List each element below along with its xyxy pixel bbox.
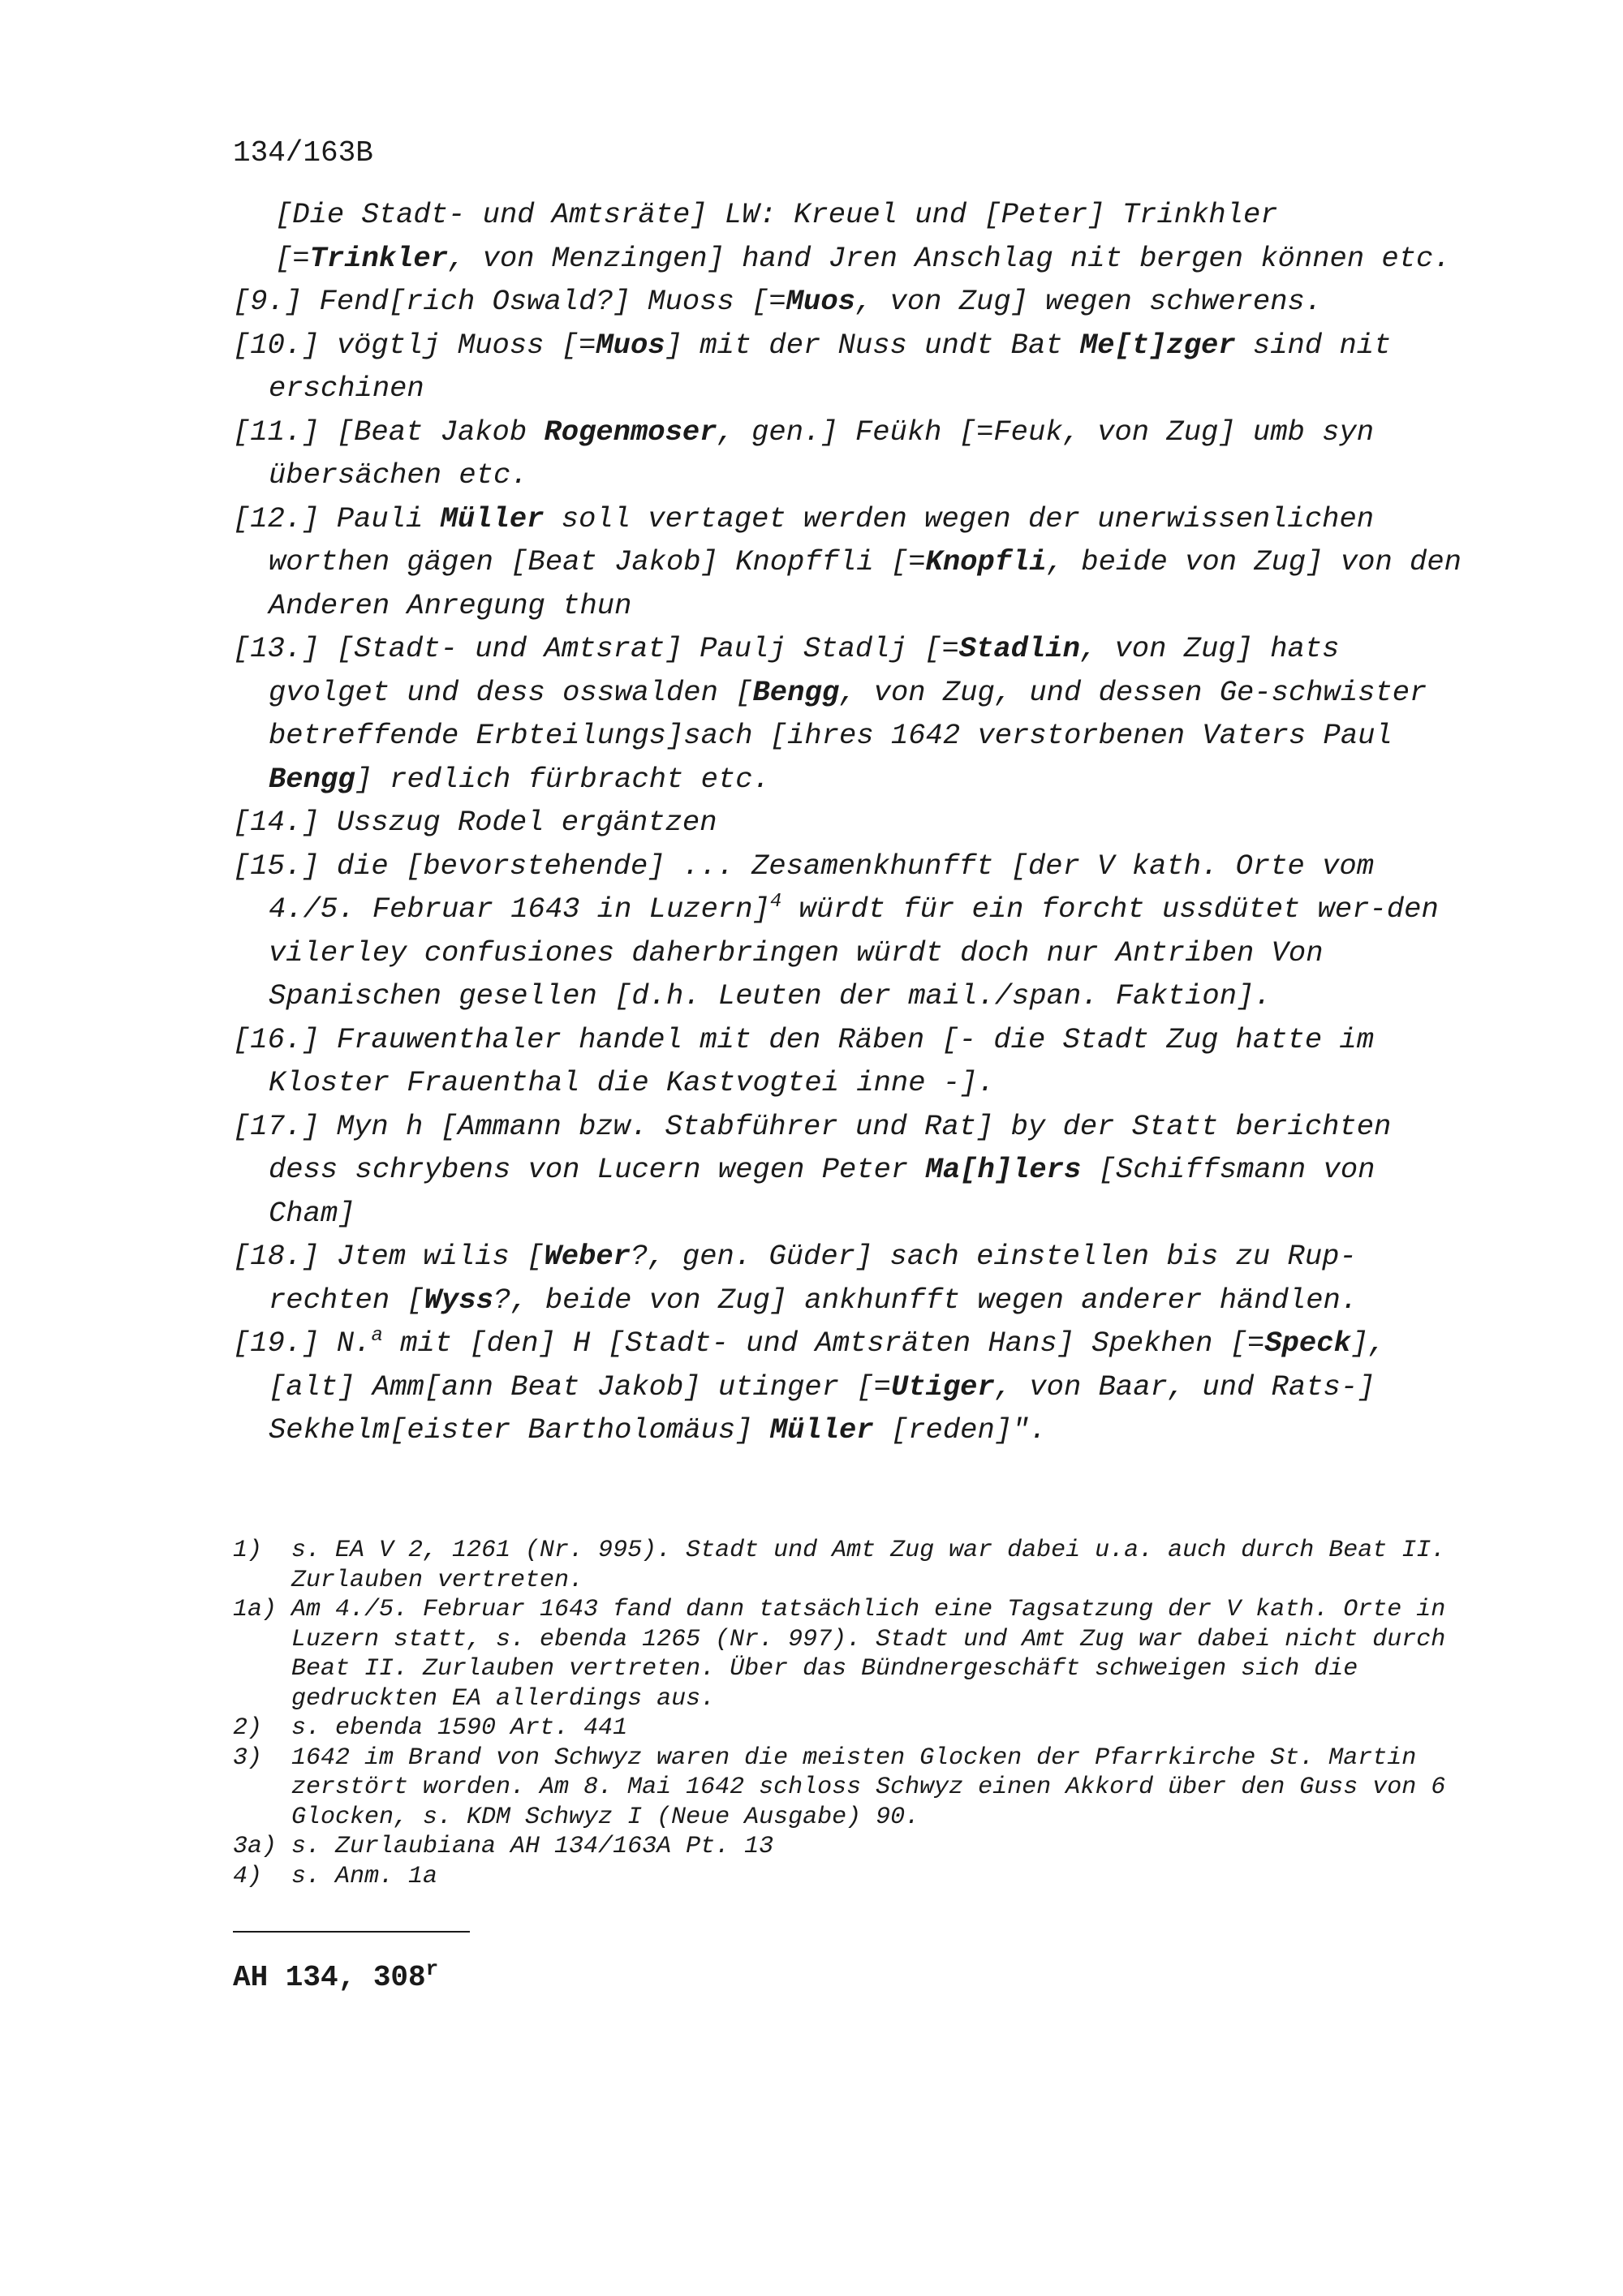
entry-text: [14.] Usszug Rodel ergäntzen — [233, 806, 717, 839]
entry-text: [19.] N. — [233, 1326, 372, 1360]
entry-text: [16.] Frauwenthaler handel mit den Räben [- die Stadt Zug hatte im Kloster Frauenthal die Kastvogtei inne -]. — [233, 1022, 1392, 1099]
entry-text: ?, gen. Güder] sach einstellen bis zu Rup-rechten [ — [269, 1240, 1357, 1317]
entry-text: [17.] Myn h [Ammann bzw. Stabführer und Rat] by der Statt berichten dess schrybens von Lucern wegen Peter — [233, 1109, 1409, 1186]
entry-name-bold: Muos — [596, 328, 665, 362]
entry-text: ?, beide von Zug] ankhunfft wegen anderer händlen. — [493, 1283, 1358, 1317]
entry-text: , von Menzingen] hand Jren Anschlag nit bergen können etc. — [448, 241, 1451, 275]
entry-name-bold: Rogenmoser — [544, 415, 717, 449]
entry-text: , beide von Zug] von den Anderen Anregung thun — [269, 545, 1479, 622]
entry-text: ] mit der Nuss undt Bat — [665, 328, 1080, 362]
entry-name-bold: Ma[h]lers — [925, 1153, 1082, 1186]
entry-16 — [233, 1018, 1466, 1105]
entry-text: [Die Stadt- und Amtsräte] LW: Kreuel und [Peter] Trinkhler [= — [275, 198, 1295, 275]
entry-superscript: 4 — [769, 891, 782, 914]
entry-text: , von Zug] wegen schwerens. — [855, 285, 1323, 318]
entry-17 — [233, 1105, 1466, 1236]
footnote-mark: 3) — [233, 1743, 263, 1772]
entry-name-bold: Müller — [769, 1413, 874, 1447]
entry-name-bold: Stadlin — [958, 632, 1080, 665]
archive-signature-text: AH 134, 308 — [233, 1961, 426, 1994]
entry-text: [13.] [Stadt- und Amtsrat] Paulj Stadlj [= — [233, 632, 959, 665]
entry-list — [233, 193, 1479, 1452]
footnote — [233, 1862, 1499, 1892]
footnote — [233, 1536, 1499, 1595]
footnote-text: s. EA V 2, 1261 (Nr. 995). Stadt und Amt Zug war dabei u.a. auch durch Beat II. Zurlauben vertreten. — [291, 1537, 1461, 1594]
entry-text: würdt für ein forcht ussdütet wer-den vilerley confusiones daherbringen würdt doch nur Antriben Von Spanischen gesellen [d.h. Leuten der mail./span. Faktion]. — [269, 892, 1457, 1013]
page-identifier: 134/163B — [233, 136, 373, 170]
entry-name-bold: Bengg — [752, 675, 840, 709]
footnote — [233, 1832, 1499, 1862]
entry-text: , von Zug] hats gvolget und dess osswalden [ — [269, 632, 1357, 709]
entry-text: sind nit erschinen — [269, 328, 1409, 405]
entry-text: mit [den] H [Stadt- und Amtsräten Hans] Spekhen [= — [382, 1326, 1265, 1360]
footnote-mark: 1a) — [233, 1596, 278, 1623]
footnote-text: s. Anm. 1a — [291, 1862, 438, 1890]
archive-signature-folio-side: r — [425, 1957, 439, 1981]
entry-text: soll vertaget werden wegen der unerwissenlichen worthen gägen [Beat Jakob] Knopffli [= — [269, 501, 1392, 578]
footnote-text: s. Zurlaubiana AH 134/163A Pt. 13 — [291, 1833, 774, 1860]
entry-name-bold: Trinkler — [309, 241, 449, 275]
footnote-text: Am 4./5. Februar 1643 fand dann tatsächlich eine Tagsatzung der V kath. Orte in Luzern statt, s. ebenda 1265 (Nr. 997). Stadt und Amt Zug war dabei nicht durch Beat II. Zurlauben vertreten. Über das Bündnergeschäft schweigen sich die gedruckten EA allerdings aus. — [291, 1596, 1461, 1713]
entry-14 — [233, 801, 1466, 845]
entry-text: [9.] Fend[rich Oswald?] Muoss [= — [233, 285, 786, 318]
footnote — [233, 1595, 1499, 1713]
entry-text: [Schiffsmann von Cham] — [269, 1153, 1393, 1230]
footnote-mark: 1) — [233, 1537, 263, 1564]
entry-text: [reden]". — [873, 1413, 1047, 1447]
entry-10 — [233, 324, 1466, 411]
entry-text: [11.] [Beat Jakob — [233, 415, 545, 449]
entry-text: , von Zug, und dessen Ge-schwister betreffende Erbteilungs]sach [ihres 1642 verstorbenen Vaters Paul — [269, 675, 1444, 752]
entry-text: , von Baar, und Rats-] Sekhelm[eister Bartholomäus] — [269, 1369, 1393, 1447]
entry-name-bold: Utiger — [890, 1369, 995, 1404]
footnote-text: s. ebenda 1590 Art. 441 — [291, 1714, 628, 1742]
footnote-mark: 4) — [233, 1862, 263, 1890]
archive-signature — [233, 1957, 438, 1994]
entry-text: [12.] Pauli — [233, 501, 441, 535]
entry-18 — [233, 1235, 1466, 1322]
entry-9 — [233, 280, 1466, 324]
footnote-mark: 3a) — [233, 1833, 278, 1860]
entry-name-bold: Müller — [440, 501, 545, 535]
entry-text: ] redlich fürbracht etc. — [355, 762, 770, 796]
entry-superscript: a — [371, 1325, 383, 1348]
entry-name-bold: Muos — [786, 285, 855, 318]
entry-name-bold: Me[t]zger — [1079, 328, 1236, 362]
footnote — [233, 1743, 1499, 1833]
entry-11 — [233, 411, 1466, 497]
entry-15 — [233, 845, 1466, 1018]
footnotes — [233, 1536, 1499, 1891]
footnote-divider — [233, 1931, 470, 1933]
entry-name-bold: Knopfli — [925, 545, 1047, 578]
entry-intro — [233, 193, 1466, 280]
entry-name-bold: Weber — [544, 1240, 631, 1273]
footnote — [233, 1713, 1499, 1743]
entry-name-bold: Bengg — [269, 762, 355, 796]
entry-13 — [233, 627, 1466, 801]
entry-name-bold: Wyss — [424, 1283, 493, 1317]
entry-text: , gen.] Feükh [=Feuk, von Zug] umb syn übersächen etc. — [269, 415, 1392, 492]
entry-text: [15.] die [bevorstehende] ... Zesamenkhunfft [der V kath. Orte vom 4./5. Februar 1643 in Luzern] — [233, 849, 1392, 926]
entry-12 — [233, 497, 1479, 628]
entry-text: [18.] Jtem wilis [ — [233, 1240, 545, 1273]
footnote-mark: 2) — [233, 1714, 263, 1742]
footnote-text: 1642 im Brand von Schwyz waren die meisten Glocken der Pfarrkirche St. Martin zerstört worden. Am 8. Mai 1642 schloss Schwyz einen Akkord über den Guss von 6 Glocken, s. KDM Schwyz I (Neue Ausgabe) 90. — [291, 1743, 1461, 1831]
entry-name-bold: Speck — [1264, 1326, 1351, 1360]
entry-text: [10.] vögtlj Muoss [= — [233, 328, 596, 362]
entry-text: ], [alt] Amm[ann Beat Jakob] utinger [= — [269, 1326, 1403, 1404]
entry-19 — [233, 1322, 1466, 1452]
